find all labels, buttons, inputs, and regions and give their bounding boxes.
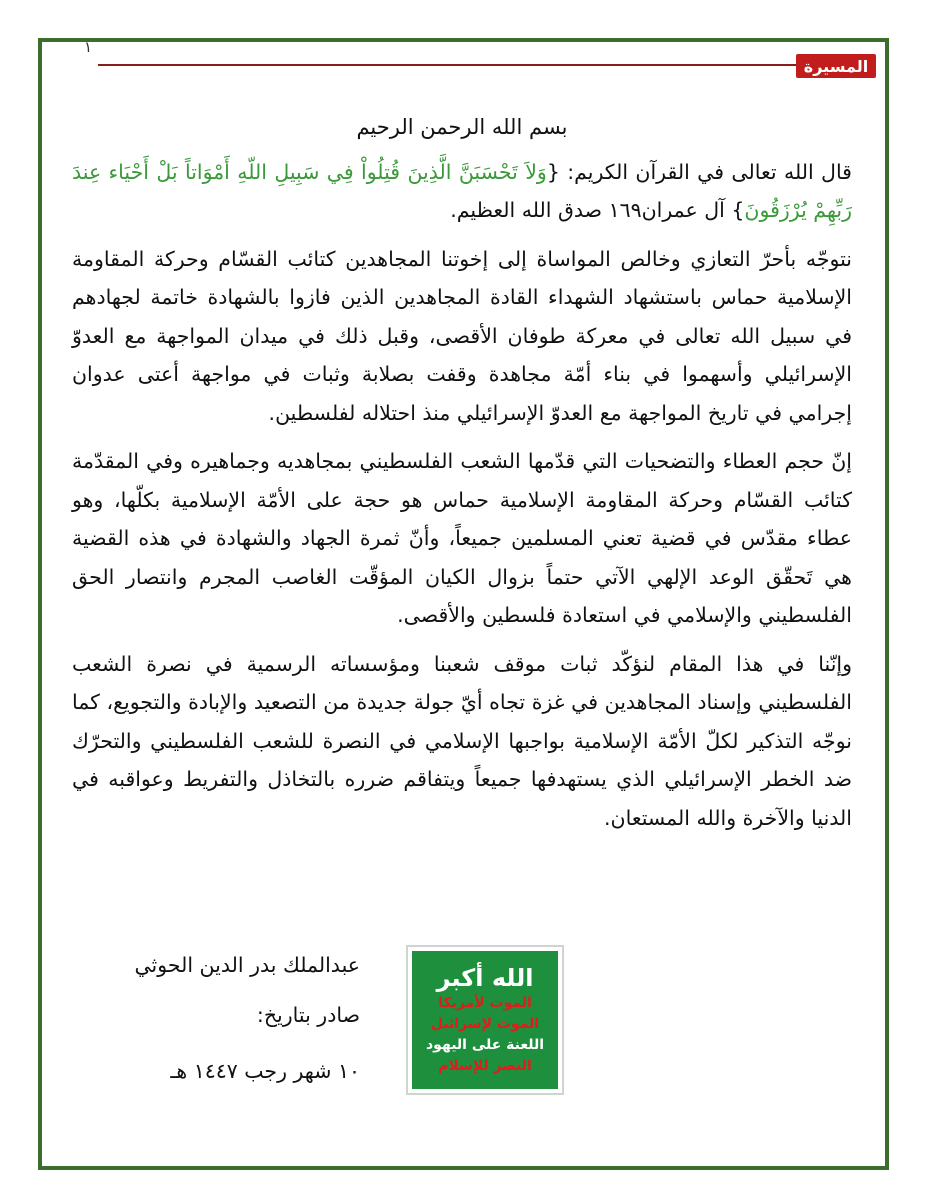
quran-quote: [72, 153, 852, 230]
emblem-line-5: النصر للإسلام: [438, 1058, 532, 1074]
quote-reference: } آل عمران١٦٩ صدق الله العظيم.: [450, 198, 745, 222]
header-rule: [98, 64, 798, 66]
signatory-name: عبدالملك بدر الدين الحوثي: [134, 953, 360, 977]
slogan-emblem: [408, 947, 562, 1093]
issue-date: ١٠ شهر رجب ١٤٤٧ هـ: [170, 1059, 360, 1083]
signature-block: [60, 940, 360, 1096]
emblem-line-1: الله أكبر: [436, 964, 534, 992]
quran-verse: وَلاَ تَحْسَبَنَّ الَّذِينَ قُتِلُواْ فِي سَبِيلِ اللّهِ أَمْوَاتاً بَلْ أَحْيَاء عِندَ رَبِّهِمْ يُرْزَقُونَ: [72, 159, 852, 222]
paragraph-sacrifices: إنّ حجم العطاء والتضحيات التي قدّمها الشعب الفلسطيني بمجاهديه وجماهيره وفي المقدّمة كتائب القسّام وحركة المقاومة الإسلامية حماس هو حجة على الأمّة الإسلامية بكلّها، وهو عطاء مقدّس في قضية تعني المسلمين جميعاً، وأنّ ثمرة الجهاد والشهادة في هذه القضية هي تَحقّق الوعد الإلهي الآتي حتماً بزوال الكيان المؤقّت الغاصب المجرم وانتصار الحق الفلسطيني والإسلامي في استعادة فلسطين والأقصى.: [72, 449, 852, 627]
basmala: بسم الله الرحمن الرحيم: [356, 115, 568, 139]
quote-intro: قال الله تعالى في القرآن الكريم: {: [546, 159, 852, 184]
paragraph-position: وإنّنا في هذا المقام لنؤكّد ثبات موقف شعبنا ومؤسساته الرسمية في نصرة الشعب الفلسطيني وإسناد المجاهدين في غزة تجاه أيّ جولة جديدة من التصعيد والإبادة والتجويع، كما نوجّه التذكير لكلّ الأمّة الإسلامية بواجبها الإسلامي في النصرة للشعب الفلسطيني والتحرّك ضد الخطر الإسرائيلي الذي يستهدفها جميعاً ويتفاقم ضرره بالتخاذل والتفريط وعواقبه في الدنيا والآخرة والله المستعان.: [72, 651, 852, 830]
emblem-line-3: الموت لإسرائيل: [430, 1016, 540, 1032]
issued-label: صادر بتاريخ:: [256, 1003, 360, 1027]
emblem-line-4: اللعنة على اليهود: [425, 1037, 545, 1053]
page-number: ١: [84, 38, 93, 56]
statement-body: [72, 108, 852, 847]
paragraph-condolences: نتوجّه بأحرّ التعازي وخالص المواساة إلى إخوتنا المجاهدين كتائب القسّام وحركة المقاومة الإسلامية حماس باستشهاد الشهداء القادة المجاهدين الذين فازوا بالشهادة خاتمة لجهادهم في سبيل الله تعالى في معركة طوفان الأقصى، وقبل ذلك في ميدان المواجهة مع العدوّ الإسرائيلي وأسهموا في بناء أمّة مجاهدة وقفت بصلابة وثبات في مواجهة أعتى عدوان إجرامي في تاريخ المواجهة مع العدوّ الإسرائيلي منذ احتلاله لفلسطين.: [72, 246, 852, 425]
emblem-line-2: الموت لأمريكا: [438, 995, 532, 1011]
almasirah-logo: المسيرة: [796, 54, 876, 78]
